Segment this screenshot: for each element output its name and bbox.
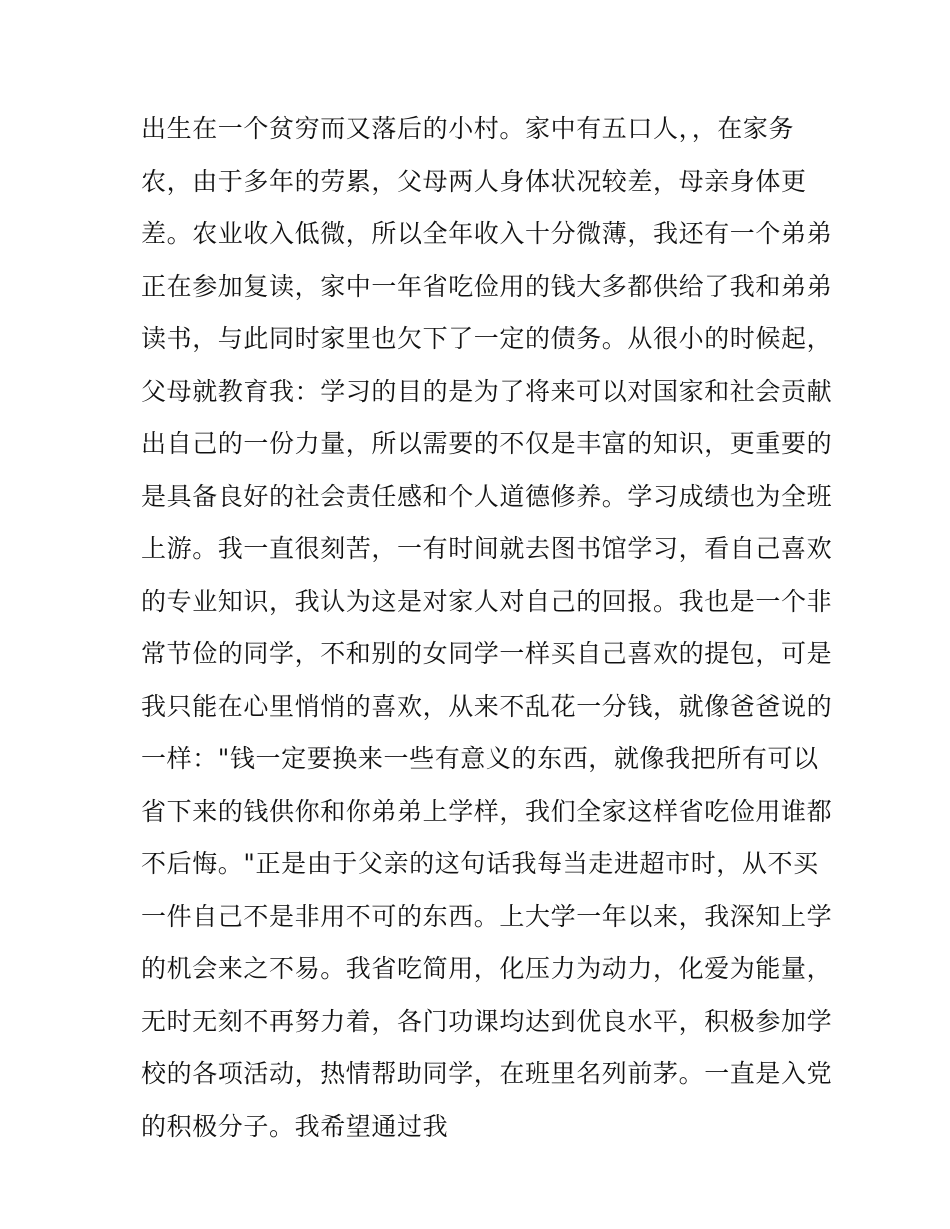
text-line: 的机会来之不易。我省吃简用，化压力为动力，化爱为能量， bbox=[141, 954, 833, 983]
text-line: 一样："钱一定要换来一些有意义的东西，就像我把所有可以 bbox=[141, 744, 819, 773]
text-line: 父母就教育我：学习的目的是为了将来可以对国家和社会贡献 bbox=[141, 376, 833, 406]
text-line: 校的各项活动，热情帮助同学，在班里名列前茅。一直是入党 bbox=[141, 1059, 833, 1088]
text-line: 出自己的一份力量，所以需要的不仅是丰富的知识，更重要的 bbox=[141, 429, 833, 458]
text-line: 读书，与此同时家里也欠下了一定的债务。从很小的时候起， bbox=[141, 324, 833, 353]
text-line: 农，由于多年的劳累，父母两人身体状况较差，母亲身体更 bbox=[141, 166, 807, 196]
text-line: 的积极分子。我希望通过我 bbox=[141, 1111, 449, 1141]
text-line: 是具备良好的社会责任感和个人道德修养。学习成绩也为全班 bbox=[141, 481, 833, 511]
text-line: 常节俭的同学，不和别的女同学一样买自己喜欢的提包，可是 bbox=[141, 639, 833, 668]
text-line: 无时无刻不再努力着，各门功课均达到优良水平，积极参加学 bbox=[141, 1006, 833, 1036]
text-line: 的专业知识，我认为这是对家人对自己的回报。我也是一个非 bbox=[141, 586, 833, 616]
text-line: 我只能在心里悄悄的喜欢，从来不乱花一分钱，就像爸爸说的 bbox=[141, 691, 833, 721]
text-line: 差。农业收入低微，所以全年收入十分微薄，我还有一个弟弟 bbox=[141, 219, 833, 248]
text-line: 出生在一个贫穷而又落后的小村。家中有五口人，，在家务 bbox=[141, 114, 795, 143]
text-line: 不后悔。"正是由于父亲的这句话我每当走进超市时，从不买 bbox=[141, 849, 819, 878]
text-line: 上游。我一直很刻苦，一有时间就去图书馆学习，看自己喜欢 bbox=[141, 534, 833, 563]
body-text bbox=[141, 103, 833, 1153]
text-line: 一件自己不是非用不可的东西。上大学一年以来，我深知上学 bbox=[141, 901, 833, 931]
text-line: 省下来的钱供你和你弟弟上学样，我们全家这样省吃俭用谁都 bbox=[141, 796, 833, 826]
text-line: 正在参加复读，家中一年省吃俭用的钱大多都供给了我和弟弟 bbox=[141, 271, 833, 301]
